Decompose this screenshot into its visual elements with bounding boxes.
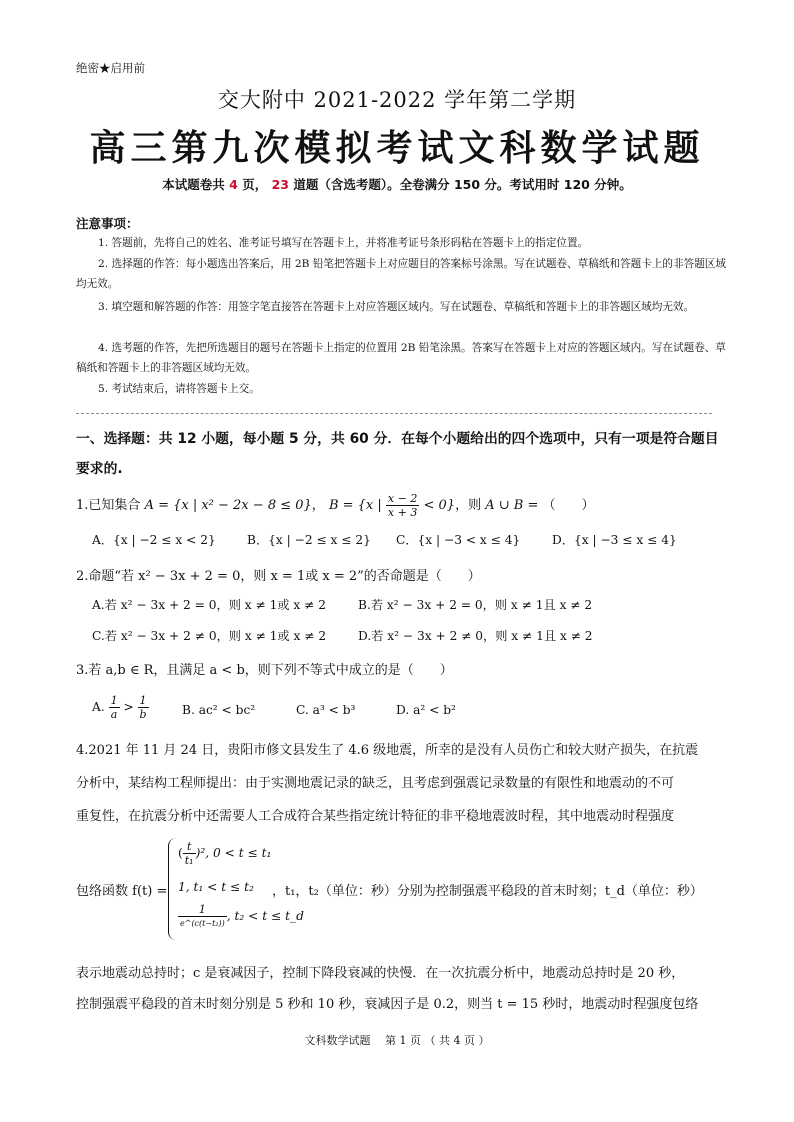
q2-option-c: C.若 x² − 3x + 2 ≠ 0，则 x ≠ 1或 x ≠ 2 (92, 629, 327, 643)
exam-title: 高三第九次模拟考试文科数学试题 (89, 128, 705, 169)
info-pre: 本试题卷共 (162, 177, 225, 192)
q4-line-4: 表示地震动总持时；c 是衰减因子，控制下降段衰减的快慢．在一次抗震分析中，地震动总持时是 20 秒， (76, 966, 685, 981)
q3-frac-1-den: a (110, 708, 118, 721)
q4-case-2: 1, t₁ < t ≤ t₂ (178, 880, 254, 894)
page-footer: 文科数学试题 第 1 页 （ 共 4 页 ） (304, 1034, 490, 1047)
q1-union: A ∪ B (485, 498, 524, 513)
q3-option-b: B. ac² < bc² (182, 703, 256, 717)
q3-option-c: C. a³ < b³ (296, 703, 356, 717)
question-2-stem: 2.命题“若 x² − 3x + 2 = 0，则 x = 1或 x = 2”的否命题是（ ） (76, 569, 481, 584)
q1-set-b-pre: B = {x | (328, 498, 382, 513)
q4-line-3: 重复性，在抗震分析中还需要人工合成符合某些指定统计特征的非平稳地震波时程，其中地震动时程强度 (76, 809, 675, 824)
exam-info (0, 175, 794, 193)
question-1-stem (76, 492, 595, 519)
q2-option-b: B.若 x² − 3x + 2 = 0，则 x ≠ 1且 x ≠ 2 (358, 598, 593, 612)
q4-case3-num: 1 (178, 903, 227, 917)
q3-frac-1-num: 1 (110, 694, 118, 707)
note-item: 1. 答题前，先将自己的姓名、准考证号填写在答题卡上，并将准考证号条形码粘在答题卡上的指定位置。 (98, 237, 589, 249)
school-term-heading: 交大附中 2021-2022 学年第二学期 (217, 88, 577, 112)
q1-option-a: A．{x | −2 ≤ x < 2} (92, 533, 216, 547)
q3-frac-1 (109, 694, 120, 721)
q3-option-d: D. a² < b² (396, 703, 456, 717)
q4-func-label: 包络函数 f(t) = (76, 884, 168, 899)
q1-text1: 已知集合 (88, 498, 141, 513)
info-mid1: 页， (242, 177, 268, 192)
q4-line-5: 控制强震平稳段的首末时刻分别是 5 秒和 10 秒，衰减因子是 0.2，则当 t = 15 秒时，地震动时程强度包络 (76, 997, 699, 1012)
q1-option-c: C．{x | −3 < x ≤ 4} (396, 533, 521, 547)
q1-frac-den: x + 3 (387, 506, 418, 519)
q3-frac-2-num: 1 (138, 694, 149, 708)
q2-option-a: A.若 x² − 3x + 2 = 0，则 x ≠ 1或 x ≠ 2 (92, 598, 326, 612)
q4-case1-rest: )², 0 < t ≤ t₁ (195, 846, 272, 860)
q1-text3: ，则 (455, 498, 482, 513)
q4-after-func: ，t₁，t₂（单位：秒）分别为控制强震平稳段的首末时刻；t_d（单位：秒） (272, 884, 703, 899)
q4-case-3 (178, 903, 304, 930)
q3-frac-2-den: b (139, 708, 147, 721)
note-item: 2. 选择题的作答：每小题选出答案后，用 2B 铅笔把答题卡上对应题目的答案标号涂黑。写在试题卷、草稿纸和答题卡上的非答题区域均无效。 (76, 258, 726, 290)
q1-option-b: B．{x | −2 ≤ x ≤ 2} (247, 533, 371, 547)
q1-text4: = （ ） (527, 498, 595, 513)
q2-option-d: D.若 x² − 3x + 2 ≠ 0，则 x ≠ 1且 x ≠ 2 (358, 629, 593, 643)
q1-set-a: A = {x | x² − 2x − 8 ≤ 0} (144, 498, 312, 513)
q4-line-1: 4.2021 年 11 月 24 日，贵阳市修文县发生了 4.6 级地震，所幸的是没有人员伤亡和较大财产损失，在抗震 (76, 743, 699, 758)
notes-heading: 注意事项： (76, 216, 139, 231)
q1-text2: ， (311, 498, 325, 513)
q3-option-a (92, 694, 149, 721)
note-item: 5. 考试结束后，请将答题卡上交。 (98, 383, 260, 395)
q4-case3-den: e^(c(t−t₂)) (180, 919, 225, 928)
q1-option-d: D．{x | −3 ≤ x ≤ 4} (552, 533, 677, 547)
note-item: 3. 填空题和解答题的作答：用签字笔直接答在答题卡上对应答题区域内。写在试题卷、草稿纸和答题卡上的非答题区域均无效。 (98, 301, 695, 313)
q4-case1-den: t₁ (184, 854, 194, 867)
q4-case-1: ( $\frac{t}{\text{t₁}}$ )², 0 < t ≤ t₁ (178, 840, 272, 867)
q1-set-b-post: < 0} (423, 498, 456, 513)
q3-frac-2 (138, 694, 149, 721)
q4-case3-rest: , t₂ < t ≤ t_d (226, 909, 304, 923)
section-heading: 一、选择题：共 12 小题，每小题 5 分，共 60 分．在每个小题给出的四个选项中，只有一项是符合题目要求的. (76, 431, 719, 477)
q3-opt-a-label: A. (92, 700, 105, 714)
q1-fraction (386, 492, 419, 519)
q3-opt-a-rel: > (123, 700, 134, 714)
question-3-stem: 3.若 a,b ∈ R，且满足 a < b，则下列不等式中成立的是（ ） (76, 663, 453, 678)
q4-line-2: 分析中，某结构工程师提出：由于实测地震记录的缺乏，且考虑到强震记录数量的有限性和地震动的不可 (76, 776, 675, 791)
info-pages: 4 (229, 177, 238, 192)
dashed-divider (76, 413, 712, 414)
info-questions: 23 (271, 177, 289, 192)
confidential-label: 绝密★启用前 (76, 61, 145, 75)
q4-case1-frac (183, 840, 196, 867)
q4-case3-frac (178, 903, 227, 930)
note-item: 4. 选考题的作答，先把所选题目的题号在答题卡上指定的位置用 2B 铅笔涂黑。答案写在答题卡上对应的答题区域内。写在试题卷、草稿纸和答题卡上的非答题区域均无效。 (76, 342, 726, 374)
q1-num: 1. (76, 498, 89, 513)
q1-frac-num: x − 2 (387, 492, 418, 505)
q4-case1-num: t (183, 840, 196, 854)
info-mid2: 道题（含选考题）。全卷满分 150 分。考试用时 120 分钟。 (293, 177, 632, 192)
